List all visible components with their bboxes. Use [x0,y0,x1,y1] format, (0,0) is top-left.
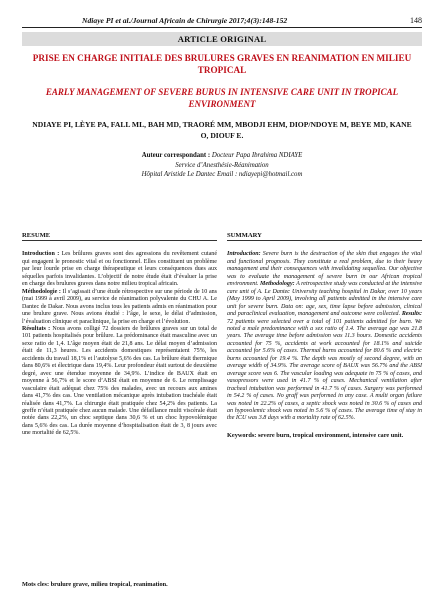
summary-rule [227,240,422,241]
summary-results-text: 72 patients were selected over a total of 101 patients admitted for burn. We noted a male predominance with a sex ratio of 1.4. The average age was 21.8 years. The average time before admission was 11.3 hours. Domestic accidents accounted for 75 %, accidents at work accounted for 18.1% and suicide accounted for 5.6% of cases. Thermal burns accounted for 80.6 % and electric burns accounted for 19.4 %. The depth was mostly of second degree, with an average width of 34.9%. The average score of BAUX was 56.7% and the ABSI average score was 6. The vascular loading was adequate in 75 % of cases, and vasopressors were used in 41.7 % of cases. Mechanical ventilation after tracheal intubation was performed in 41.7 % of cases. Surgery was performed in 54.2 % of cases. No graff was performed in any case. A multi organ failure was noted in 22.2% of cases, a septic shock was noted in 30.6 % of cases and an hypovolemic shock was noted in 5.6 % of cases. The average time of stay in the ICU was 3.8 days with a mortality rate of 62.5%. [227,318,422,422]
section-label: ARTICLE ORIGINAL [22,32,422,46]
author-list: NDIAYE PI, LÈYE PA, FALL ML, BAH MD, TRAORÉ MM, MBODJI EHM, DIOP/NDOYE M, BEYE MD, KANE O, DIOUF E. [32,120,412,140]
summary-column [227,232,422,603]
summary-method-text: A retrospective study was conducted at the intensive care unit of A. Le Dantec University teaching hospital in Dakar, over 10 years (May 1999 to April 2009), involving all patients admitted in the intensive care unit for severe burn. Data on: age, sex, time lapse before admission, clinical and paraclinical evaluation, management and outcome were collected. [227,281,423,318]
resume-keywords: Mots cles: brulure grave, milieu tropical, reanimation. [22,581,168,589]
resume-body [22,251,217,437]
correspondence-service: Service d’Anesthésie-Réanimation [175,161,269,169]
resume-heading: RESUME [22,232,51,239]
correspondence-block [22,151,422,180]
resume-method-text: Il s’agissait d’une étude rétrospective sur une période de 10 ans (mai 1999 à avril 2009), au service de réanimation polyvalente du CHU A. Le Dantec de Dakar. Nous avons inclus tous les patients admis en réanimation pour une brulure grave. Nous avions étudié : l’âge, le sexe, le délai d’admission, l’évaluation clinique et paraclinique, la prise en charge et l’évolution. [22,288,218,325]
header-rule [22,27,422,28]
title-french: PRISE EN CHARGE INITIALE DES BRULURES GRAVES EN REANIMATION EN MILIEU TROPICAL [32,53,412,75]
correspondence-label: Auteur correspondant : [141,152,211,159]
resume-intro-label: Introduction : [22,251,60,258]
summary-method-label: Methodology: [260,281,295,288]
page-number: 148 [410,16,422,25]
correspondence-name: Docteur Papa Ibrahima NDIAYE [211,152,303,159]
summary-results-label: Results: [401,311,422,318]
summary-keywords: Keywords: severe burn, tropical environment, intensive care unit. [227,431,404,439]
journal-citation: Ndiaye PI et al./Journal Africain de Chirurgie 2017;4(3):148-152 [82,16,288,25]
resume-column [22,232,217,603]
summary-body [227,251,422,422]
resume-results-label: Résultats : [22,325,51,332]
summary-intro-label: Introduction: [227,251,261,258]
resume-method-label: Méthodologie : [22,288,61,295]
summary-intro-text: Severe burn is the destruction of the skin that engages the vital and functional prognosis. They constitute a real problem, due to their heavy management and their consequences with invalidating sequellea. Our objective was to evaluate the management of severe burn in our African tropical environment. [227,251,422,288]
summary-heading: SUMMARY [227,232,262,239]
running-head [22,6,422,27]
correspondence-hospital: Hôpital Aristide Le Dantec Email : ndiayepi@hotmail.com [141,171,303,179]
resume-results-text: Nous avons colligé 72 dossiers de brûlures graves sur un total de 101 patients hospitalisés pour brûlure. La prédominance était masculine avec un sexe ratio de 1,4. L’âge moyen était de 21,8 ans. Le délai moyen d’admission était de 11,3 heures. Les accidents domestiques représentaient 75%, les accidents du travail 18,1% et l’autolyse 5,6% des cas. La brûlure était thermique dans 80,6% et électrique dans 19,4%. Leur profondeur était surtout de deuxième degré, avec une étendue moyenne de 34,9%. L’indice de BAUX était en moyenne à 56,7% et le score d’ABSI était en moyenne de 6. Le remplissage vasculaire était adéquat chez 75% des malades, avec un recours aux amines dans 41,7% des cas. Une ventilation mécanique après intubation trachéale était réalisée dans 41,7%. La chirurgie était pratiquée chez 54,2% des patients. La greffe n’était pratiquée chez aucun malade. Une défaillance multi viscérale était notée dans 22,2%, un choc septique dans 30,6 % et un choc hypovolémique dans 5,6% des cas. La durée moyenne d’hospitalisation était de 3, 8 jours avec une mortalité de 62,5%. [22,325,217,437]
resume-rule [22,240,217,241]
title-english: EARLY MANAGEMENT OF SEVERE BURUS IN INTENSIVE CARE UNIT IN TROPICAL ENVIRONMENT [45,87,399,109]
abstract-columns [22,232,422,603]
resume-intro-text: Les brûlures graves sont des agressions du revêtement cutané qui engagent le pronostic vital et ou fonctionnel. Elles constituent un problème par leur lourde prise en charge thérapeutique et leurs conséquences dues aux séquelles parfois invalidantes. L’objectif de notre étude était d’évaluer la prise en charge des brulures graves dans notre milieu tropical africain. [22,251,218,288]
